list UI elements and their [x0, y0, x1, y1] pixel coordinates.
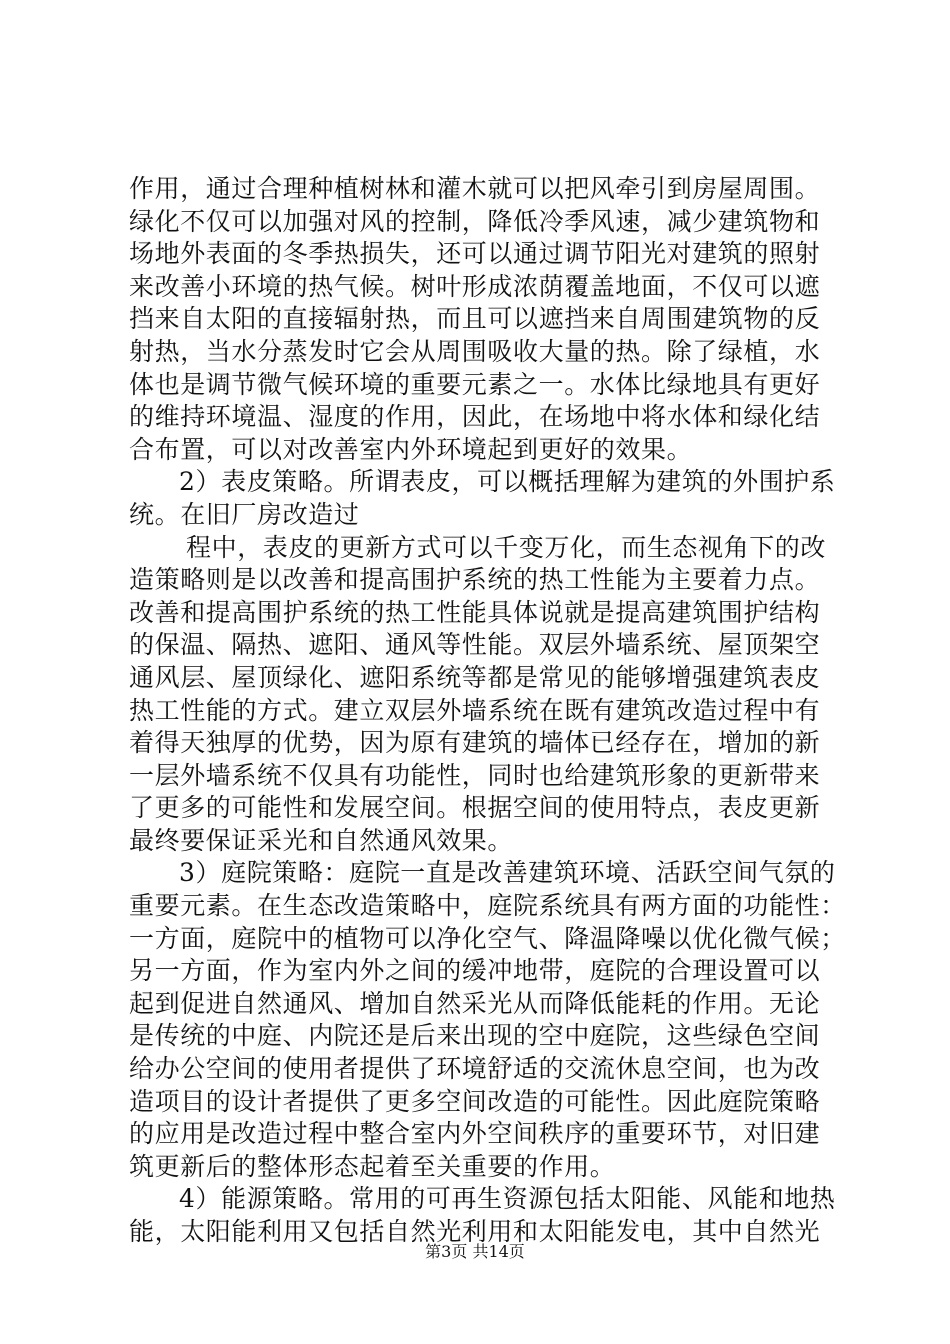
text-line: 能，太阳能利用又包括自然光利用和太阳能发电，其中自然光	[129, 1217, 821, 1246]
text-line: 造策略则是以改善和提高围护系统的热工性能为主要着力点。	[129, 565, 821, 595]
body-text	[129, 173, 846, 1249]
text-line: 挡来自太阳的直接辐射热，而且可以遮挡来自周围建筑物的反	[129, 304, 821, 334]
text-line: 给办公空间的使用者提供了环境舒适的交流休息空间，也为改	[129, 1054, 821, 1084]
text-line: 热工性能的方式。建立双层外墙系统在既有建筑改造过程中有	[129, 695, 821, 725]
text-line: 场地外表面的冬季热损失，还可以通过调节阳光对建筑的照射	[129, 239, 821, 269]
text-line: 来改善小环境的热气候。树叶形成浓荫覆盖地面，不仅可以遮	[129, 271, 821, 301]
text-line: 的维持环境温、湿度的作用，因此，在场地中将水体和绿化结	[129, 402, 821, 432]
text-line: 作用，通过合理种植树林和灌木就可以把风牵引到房屋周围。	[129, 174, 821, 203]
text-line: 一层外墙系统不仅具有功能性，同时也给建筑形象的更新带来	[129, 760, 821, 790]
paragraph-start-line: 程中，表皮的更新方式可以千变万化，而生态视角下的改	[186, 532, 827, 562]
text-line: 筑更新后的整体形态起着至关重要的作用。	[129, 1151, 616, 1181]
text-line: 造项目的设计者提供了更多空间改造的可能性。因此庭院策略	[129, 1086, 821, 1116]
text-line: 体也是调节微气候环境的重要元素之一。水体比绿地具有更好	[129, 369, 821, 399]
paragraph-start-line: 4）能源策略。常用的可再生资源包括太阳能、风能和地热	[179, 1184, 836, 1214]
text-line: 合布置，可以对改善室内外环境起到更好的效果。	[129, 434, 693, 464]
text-line: 是传统的中庭、内院还是后来出现的空中庭院，这些绿色空间	[129, 1021, 821, 1051]
paragraph-start-line: 3）庭院策略：庭院一直是改善建筑环境、活跃空间气氛的	[179, 858, 836, 888]
text-line: 起到促进自然通风、增加自然采光从而降低能耗的作用。无论	[129, 988, 821, 1018]
text-line: 的应用是改造过程中整合室内外空间秩序的重要环节，对旧建	[129, 1119, 821, 1149]
page-footer: 第3页 共14页	[425, 1242, 525, 1261]
text-line: 另一方面，作为室内外之间的缓冲地带，庭院的合理设置可以	[129, 956, 821, 986]
text-line: 着得天独厚的优势，因为原有建筑的墙体已经存在，增加的新	[129, 728, 821, 758]
text-line: 一方面，庭院中的植物可以净化空气、降温降噪以优化微气候；	[129, 923, 846, 953]
text-line: 统。在旧厂房改造过	[129, 499, 360, 529]
text-line: 了更多的可能性和发展空间。根据空间的使用特点，表皮更新	[129, 793, 821, 823]
paragraph-start-line: 2）表皮策略。所谓表皮，可以概括理解为建筑的外围护系	[179, 467, 836, 497]
text-line: 最终要保证采光和自然通风效果。	[129, 825, 514, 855]
text-line: 绿化不仅可以加强对风的控制，降低冷季风速，减少建筑物和	[129, 206, 821, 236]
text-line: 的保温、隔热、遮阳、通风等性能。双层外墙系统、屋顶架空	[129, 630, 821, 660]
text-line: 改善和提高围护系统的热工性能具体说就是提高建筑围护结构	[129, 597, 821, 627]
text-line: 重要元素。在生态改造策略中，庭院系统具有两方面的功能性：	[129, 891, 846, 921]
text-line: 射热，当水分蒸发时它会从周围吸收大量的热。除了绿植，水	[129, 336, 821, 366]
text-line: 通风层、屋顶绿化、遮阳系统等都是常见的能够增强建筑表皮	[129, 662, 821, 692]
